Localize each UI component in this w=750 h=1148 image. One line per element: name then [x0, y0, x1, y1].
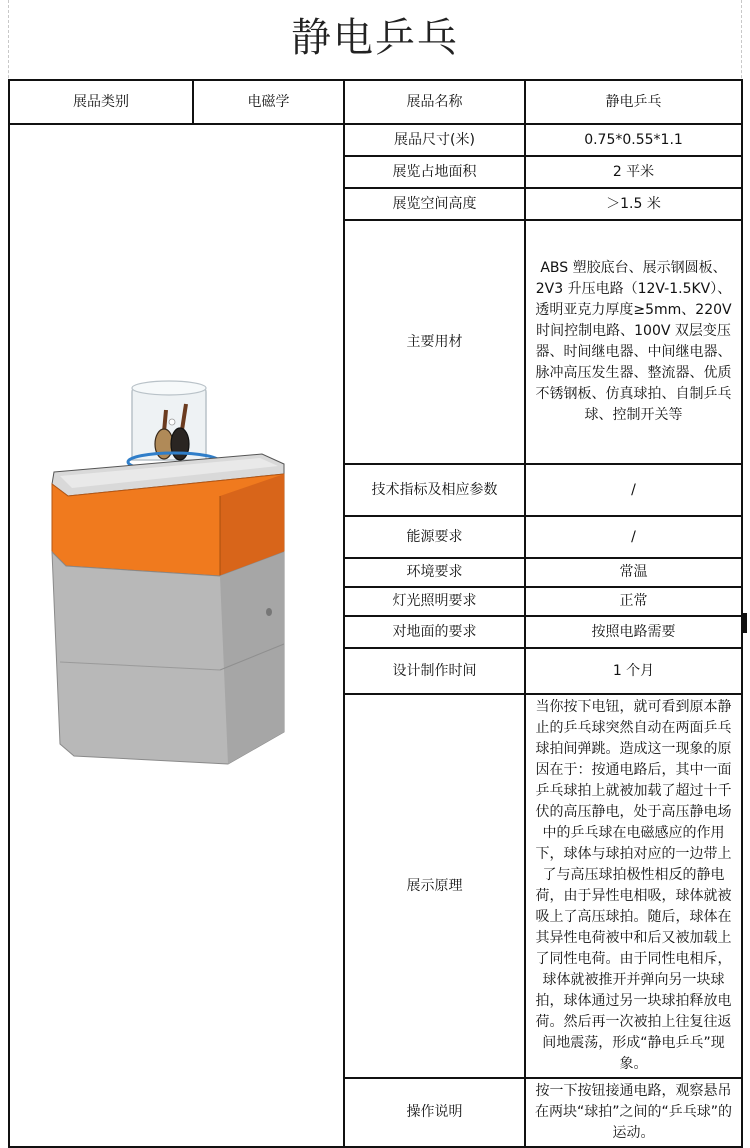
- operation-label: 操作说明: [344, 1078, 525, 1147]
- env-value: 常温: [525, 558, 742, 587]
- time-value: 1 个月: [525, 648, 742, 694]
- table-row: [9, 124, 742, 156]
- energy-value: /: [525, 516, 742, 558]
- ground-label: 对地面的要求: [344, 616, 525, 648]
- height-value: ＞1.5 米: [525, 188, 742, 220]
- category-value: 电磁学: [193, 80, 344, 124]
- area-value: 2 平米: [525, 156, 742, 188]
- size-value: 0.75*0.55*1.1: [525, 124, 742, 156]
- name-label: 展品名称: [344, 80, 525, 124]
- principle-value: 当你按下电钮，就可看到原本静止的乒乓球突然自动在两面乒乓球拍间弹跳。造成这一现象的原因在于：按通电路后，其中一面乒乓球拍上就被加载了超过十千伏的高压静电，处于高压静电场中的乒乓球在电磁感应的作用下，球体与球拍对应的一边带上了与高压球拍极性相反的静电荷，由于异性电相吸，球体就被吸上了高压球拍。随后，球体在其异性电荷被中和后又被加载上了同性电荷。由于同性电相斥，球体就被推开并弹向另一块球拍，球体通过另一块球拍释放电荷。然后再一次被拍上往复往返间地震荡，形成“静电乒乓”现象。: [525, 694, 742, 1078]
- material-label: 主要用材: [344, 220, 525, 464]
- light-value: 正常: [525, 587, 742, 616]
- exhibit-spec-table: [8, 79, 743, 1148]
- area-label: 展览占地面积: [344, 156, 525, 188]
- light-label: 灯光照明要求: [344, 587, 525, 616]
- ground-value: 按照电路需要: [525, 616, 742, 648]
- acrylic-cover-top: [132, 381, 206, 395]
- tech-label: 技术指标及相应参数: [344, 464, 525, 516]
- size-label: 展品尺寸(米): [344, 124, 525, 156]
- name-value: 静电乒乓: [525, 80, 742, 124]
- energy-label: 能源要求: [344, 516, 525, 558]
- time-label: 设计制作时间: [344, 648, 525, 694]
- material-value: ABS 塑胶底台、展示钢圆板、2V3 升压电路（12V-1.5KV）、透明亚克力厚度≥5mm、220V 时间控制电路、100V 双层变压器、时间继电器、中间继电器、脉冲高压发生器、整流器、优质不锈钢板、仿真球拍、自制乒乓球、控制开关等: [525, 220, 742, 464]
- exhibit-photo: [14, 352, 344, 912]
- margin-marker: [741, 613, 747, 633]
- operation-value: 按一下按钮接通电路，观察悬吊在两块“球拍”之间的“乒乓球”的运动。: [525, 1078, 742, 1147]
- principle-label: 展示原理: [344, 694, 525, 1078]
- table-row: [9, 80, 742, 124]
- exhibit-photo-cell: [9, 124, 344, 1147]
- tech-value: /: [525, 464, 742, 516]
- env-label: 环境要求: [344, 558, 525, 587]
- height-label: 展览空间高度: [344, 188, 525, 220]
- page-title: 静电乒乓: [291, 15, 459, 61]
- gray-base-side: [220, 552, 284, 764]
- category-label: 展品类别: [9, 80, 193, 124]
- side-port: [266, 608, 272, 616]
